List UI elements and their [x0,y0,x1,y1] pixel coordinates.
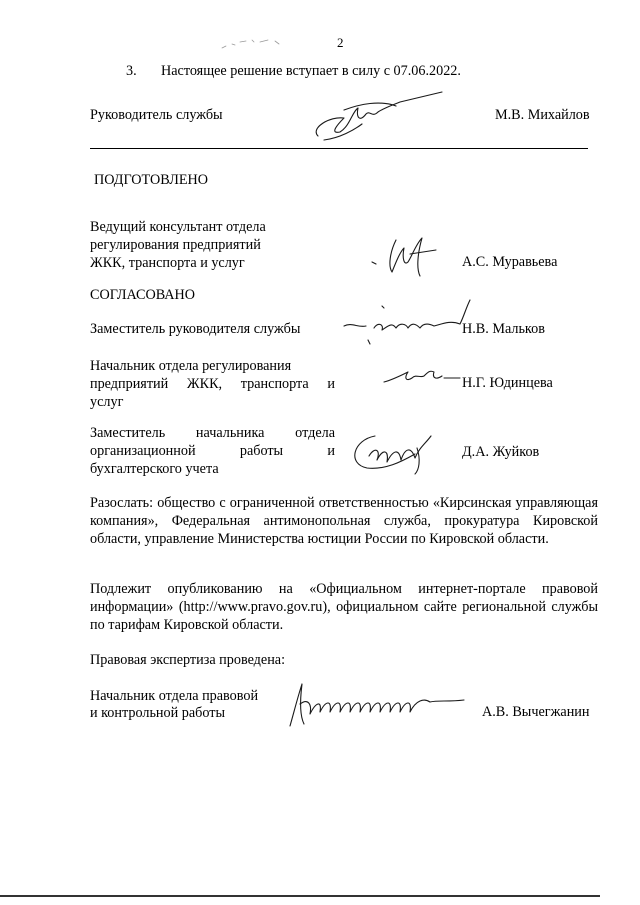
signer-2-signature [380,364,470,392]
prepared-signature [360,232,450,280]
legal-position-line: и контрольной работы [90,705,225,721]
agreed-heading: СОГЛАСОВАНО [90,287,196,303]
head-signature [300,88,450,148]
separator-line [90,148,588,149]
legal-name: А.В. Вычегжанин [482,704,590,720]
item-number: 3. [126,63,137,79]
head-position: Руководитель службы [90,107,223,123]
stamp-mark [220,36,320,56]
signer-1-name: Н.В. Мальков [462,321,545,337]
signer-2-position [90,357,335,411]
distribution-text: Разослать: общество с ограниченной ответственностью «Кирсинская управляющая компания», Федеральная антимонопольная служба, прокуратура Кировской области, управление Министерства юстиции России по Кировской области. [90,495,598,547]
signer-1-position: Заместитель руководителя службы [90,321,301,337]
prepared-position-line: Ведущий консультант отдела [90,219,266,235]
signer-2-name: Н.Г. Юдинцева [462,375,553,391]
item-text: Настоящее решение вступает в силу с 07.06.2022. [161,63,461,79]
signer-3-position-line: Заместитель начальника отдела [90,425,335,441]
prepared-position-line: ЖКК, транспорта и услуг [90,255,245,271]
legal-position [90,688,310,722]
signer-3-position-line: организационной работы и [90,443,335,459]
legal-text: Правовая экспертиза проведена: [90,652,286,668]
publication-text: Подлежит опубликованию на «Официальном интернет-портале правовой информации» (http://www.pravo.gov.ru), официальном сайте региональной службы по тарифам Кировской области. [90,581,598,633]
legal-signature [278,676,478,732]
signer-2-position-line: Начальник отдела регулирования [90,358,292,374]
signer-3-position-line: бухгалтерского учета [90,461,219,477]
scan-edge-line [0,895,600,897]
signer-1-signature [338,296,478,352]
legal-position-line: Начальник отдела правовой [90,688,259,704]
signer-3-position [90,424,335,478]
head-name: М.В. Михайлов [495,107,590,123]
signer-3-signature [345,426,465,476]
page-number: 2 [337,35,344,50]
prepared-name: А.С. Муравьева [462,254,558,270]
signer-3-name: Д.А. Жуйков [462,444,540,460]
prepared-position-line: регулирования предприятий [90,237,261,253]
prepared-position [90,218,330,272]
signer-2-position-line: услуг [90,394,124,410]
signer-2-position-line: предприятий ЖКК, транспорта и [90,376,335,392]
prepared-heading: ПОДГОТОВЛЕНО [94,172,208,188]
